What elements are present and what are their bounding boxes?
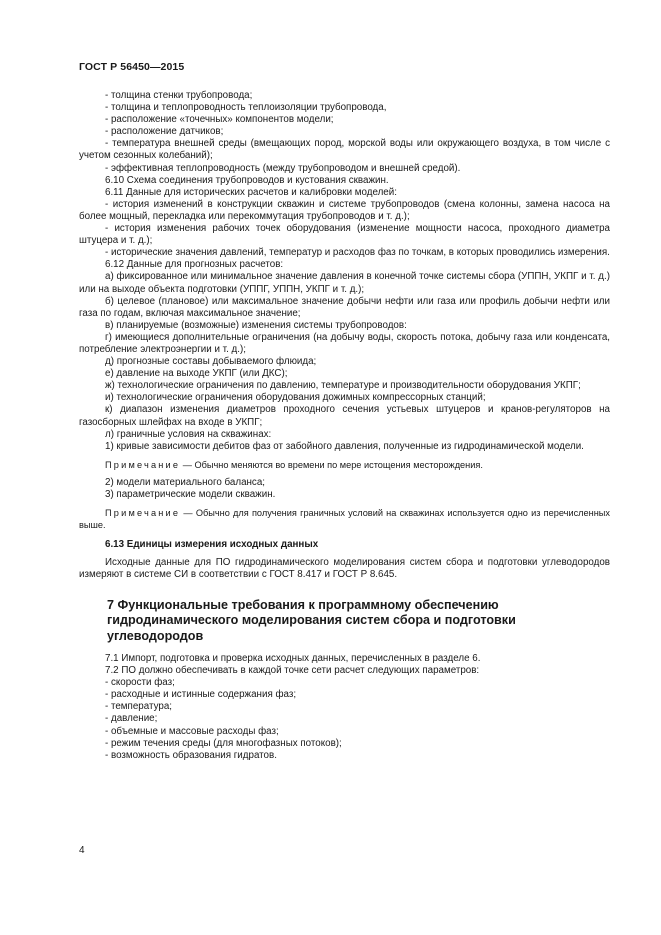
note	[79, 507, 610, 531]
paragraph: - температура;	[105, 701, 172, 713]
note-label: Примечание	[105, 508, 181, 519]
paragraph: - исторические значения давлений, температур и расходов фаз по точкам, в которых проводились измерения.	[105, 247, 610, 259]
paragraph: д) прогнозные составы добываемого флюида;	[105, 356, 317, 368]
note-text: — Обычно меняются во времени по мере истощения месторождения.	[180, 459, 483, 470]
paragraph: - расположение датчиков;	[105, 126, 224, 138]
paragraph: 7.1 Импорт, подготовка и проверка исходных данных, перечисленных в разделе 6.	[105, 652, 481, 664]
paragraph: г) имеющиеся дополнительные ограничения (на добычу воды, скорость потока, добычу газа или конденсата, потребление электроэнергии и т. д.);	[79, 331, 610, 355]
note-text: — Обычно для получения граничных условий на скважинах используется одно из перечисленных выше.	[79, 508, 610, 531]
paragraph: 6.12 Данные для прогнозных расчетов:	[105, 259, 284, 271]
paragraph: л) граничные условия на скважинах:	[105, 428, 272, 440]
paragraph: а) фиксированное или минимальное значение давления в конечной точке системы сбора (УППН, УКПГ и т. д.) или на выходе объекта подготовки (УППГ, УППН, УКПГ и т. д.);	[79, 271, 610, 295]
note	[79, 459, 610, 471]
paragraph: - объемные и массовые расходы фаз;	[105, 725, 279, 737]
paragraph: - режим течения среды (для многофазных потоков);	[105, 737, 342, 749]
paragraph: - возможность образования гидратов.	[105, 749, 277, 761]
paragraph: Исходные данные для ПО гидродинамического моделирования систем сбора и подготовки углеводородов измеряют в системе СИ в соответствии с ГОСТ 8.417 и ГОСТ Р 8.645.	[79, 557, 610, 581]
paragraph: - давление;	[105, 713, 158, 725]
paragraph: 2) модели материального баланса;	[105, 476, 266, 488]
paragraph: - история изменений в конструкции скважин и системе трубопроводов (смена колонны, замена насоса на более мощный, перекладка или перекоммутация трубопроводов и т. д.);	[79, 198, 610, 222]
document-header: ГОСТ Р 56450—2015	[79, 61, 185, 73]
paragraph: 6.11 Данные для исторических расчетов и калибровки моделей:	[105, 186, 397, 198]
subsection-heading: 6.13 Единицы измерения исходных данных	[105, 539, 319, 551]
paragraph: 6.10 Схема соединения трубопроводов и кустования скважин.	[105, 174, 389, 186]
paragraph: - толщина стенки трубопровода;	[105, 90, 253, 101]
paragraph: и) технологические ограничения оборудования дожимных компрессорных станций;	[105, 392, 486, 404]
paragraph: е) давление на выходе УКПГ (или ДКС);	[105, 368, 288, 380]
page-number: 4	[79, 845, 85, 856]
paragraph: - температура внешней среды (вмещающих пород, морской воды или окружающего воздуха, в том числе с учетом сезонных колебаний);	[79, 138, 610, 162]
paragraph: - толщина и теплопроводность теплоизоляции трубопровода,	[105, 102, 387, 114]
paragraph: ж) технологические ограничения по давлению, температуре и производительности оборудования УКПГ;	[105, 380, 581, 392]
paragraph: 1) кривые зависимости дебитов фаз от забойного давления, полученные из гидродинамической модели.	[105, 440, 584, 452]
paragraph: 3) параметрические модели скважин.	[105, 489, 276, 500]
paragraph: - скорости фаз;	[105, 677, 175, 689]
paragraph: - история изменения рабочих точек оборудования (изменение мощности насоса, проходного диаметра штуцера и т. д.);	[79, 223, 610, 247]
document-body	[79, 90, 610, 762]
paragraph: 7.2 ПО должно обеспечивать в каждой точке сети расчет следующих параметров:	[105, 665, 480, 677]
paragraph: в) планируемые (возможные) изменения системы трубопроводов:	[105, 319, 407, 331]
section-heading: 7 Функциональные требования к программному обеспечению гидродинамического моделирования систем сбора и подготовки углеводородов	[107, 597, 516, 644]
paragraph: - расходные и истинные содержания фаз;	[105, 689, 297, 701]
paragraph: к) диапазон изменения диаметров проходного сечения устьевых штуцеров и кранов-регуляторов на газосборных шлейфах на входе в УКПГ;	[79, 404, 610, 428]
paragraph: - расположение «точечных» компонентов модели;	[105, 114, 334, 126]
paragraph: б) целевое (плановое) или максимальное значение добычи нефти или газа или профиль добычи нефти или газа по годам, включая максимальное значение;	[79, 295, 610, 319]
paragraph: - эффективная теплопроводность (между трубопроводом и внешней средой).	[105, 162, 461, 174]
note-label: Примечание	[105, 459, 181, 470]
